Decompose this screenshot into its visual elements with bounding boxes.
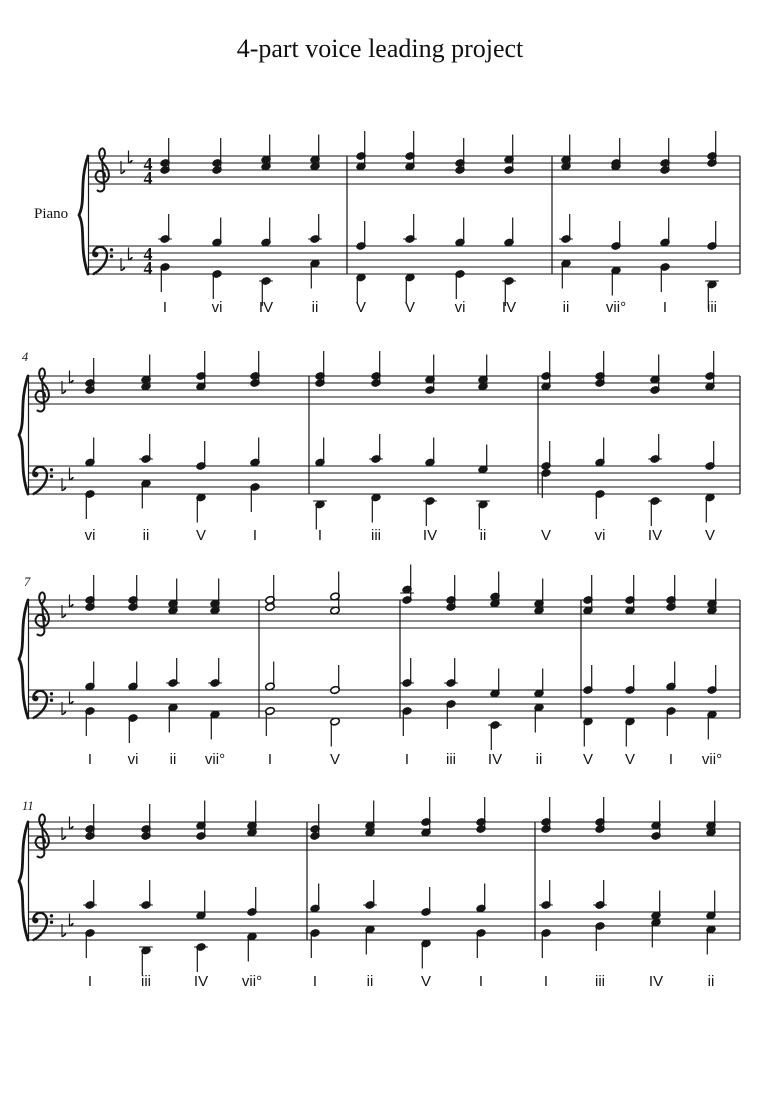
roman-numeral: ii	[142, 527, 150, 544]
roman-numeral: I	[87, 751, 93, 768]
roman-numeral: iii	[446, 751, 456, 768]
chord-beat	[400, 565, 414, 737]
roman-numeral: I	[404, 751, 410, 768]
measure-number: 11	[22, 799, 34, 813]
roman-numeral: IV	[193, 973, 209, 990]
chord-beat	[85, 358, 95, 519]
grand-staff-system-3	[19, 565, 740, 769]
chord-beat	[85, 575, 95, 736]
chord-beat	[363, 801, 377, 955]
chord-beat	[250, 351, 260, 512]
svg-text:4: 4	[143, 168, 153, 188]
chord-beat	[356, 131, 366, 303]
chord-beat	[541, 351, 551, 498]
measure-number: 4	[22, 350, 29, 364]
chord-beat	[139, 804, 153, 976]
roman-numeral: V	[540, 527, 552, 544]
svg-text:4: 4	[143, 243, 153, 264]
roman-numeral: IV	[422, 527, 438, 544]
roman-numeral: vii°	[241, 973, 263, 990]
chord-beat	[247, 801, 257, 962]
brace	[19, 600, 28, 718]
chord-beat	[476, 797, 486, 958]
chord-beat	[444, 575, 458, 729]
roman-numeral: I	[662, 299, 668, 316]
roman-numeral: I	[543, 973, 549, 990]
roman-numeral: vi	[454, 299, 466, 316]
chord-beat	[196, 351, 206, 523]
chord-beat	[648, 355, 662, 527]
chord-beat	[666, 575, 676, 736]
roman-numeral: vii°	[605, 299, 627, 316]
grand-staff-system-4	[19, 797, 740, 990]
roman-numeral: iii	[141, 973, 151, 990]
roman-numeral: vi	[127, 751, 139, 768]
roman-numeral: vi	[211, 299, 223, 316]
chord-beat	[660, 138, 670, 292]
roman-numeral: iii	[595, 973, 605, 990]
roman-numeral: vi	[84, 527, 96, 544]
chord-beat	[128, 575, 138, 743]
roman-numeral: I	[312, 973, 318, 990]
roman-numeral: ii	[311, 299, 319, 316]
chord-beat	[706, 801, 716, 955]
chord-beat	[611, 138, 621, 296]
brace	[19, 376, 28, 494]
roman-numeral: I	[252, 527, 258, 544]
chord-beat	[310, 804, 320, 958]
roman-numeral: ii	[535, 751, 543, 768]
roman-numeral: V	[582, 751, 594, 768]
chord-beat	[194, 801, 208, 973]
time-signature	[144, 154, 153, 278]
chord-beat	[421, 797, 431, 969]
roman-numeral: V	[704, 527, 716, 544]
roman-numeral: I	[668, 751, 674, 768]
chord-beat	[208, 579, 222, 740]
roman-numeral: I	[87, 973, 93, 990]
roman-numeral: IV	[647, 527, 663, 544]
page-title: 4-part voice leading project	[236, 34, 524, 63]
measure-number: 7	[24, 575, 31, 589]
chord-beat	[595, 351, 605, 519]
chord-beat	[330, 572, 340, 747]
roman-numeral: ii	[169, 751, 177, 768]
chord-beat	[651, 801, 661, 948]
chord-beat	[705, 351, 715, 523]
brace	[19, 822, 28, 940]
roman-numeral: ii	[479, 527, 487, 544]
svg-text:4: 4	[143, 258, 153, 278]
chord-beat	[539, 797, 553, 958]
chord-beat	[265, 575, 275, 736]
roman-numeral: vi	[594, 527, 606, 544]
chord-beat	[534, 579, 544, 733]
roman-numeral: I	[478, 973, 484, 990]
roman-numeral: I	[162, 299, 168, 316]
roman-numeral: IV	[487, 751, 503, 768]
chord-beat	[707, 579, 717, 740]
chord-beat	[139, 355, 153, 509]
chord-beat	[625, 575, 635, 747]
chord-beat	[423, 355, 437, 527]
roman-numeral: V	[355, 299, 367, 316]
grand-staff-system-1	[79, 131, 740, 316]
roman-numeral: IV	[501, 299, 517, 316]
chord-beat	[83, 804, 97, 958]
roman-numeral: IV	[258, 299, 274, 316]
chord-beat	[455, 138, 465, 299]
chord-beat	[369, 351, 383, 523]
chord-beat	[559, 135, 573, 289]
chord-beat	[488, 572, 502, 751]
instrument-label: Piano	[34, 206, 69, 222]
brace	[79, 156, 88, 274]
roman-numeral: IV	[648, 973, 664, 990]
chord-beat	[313, 351, 327, 530]
chord-beat	[502, 135, 516, 307]
roman-numeral: ii	[366, 973, 374, 990]
roman-numeral: ii	[707, 973, 715, 990]
roman-numeral: vii°	[204, 751, 226, 768]
roman-numeral: V	[404, 299, 416, 316]
roman-numeral: V	[329, 751, 341, 768]
chord-beat	[212, 138, 222, 299]
chord-beat	[705, 131, 719, 310]
chord-beat	[593, 797, 607, 951]
roman-numeral: ii	[562, 299, 570, 316]
chord-beat	[158, 138, 172, 292]
chord-beat	[476, 355, 490, 530]
roman-numeral: V	[624, 751, 636, 768]
svg-text:4: 4	[143, 153, 153, 174]
chord-beat	[308, 135, 322, 289]
chord-beat	[583, 575, 593, 747]
grand-staff-system-2	[19, 350, 740, 544]
chord-beat	[259, 135, 273, 307]
roman-numeral: V	[420, 973, 432, 990]
roman-numeral: iii	[707, 299, 717, 316]
roman-numeral: V	[195, 527, 207, 544]
chord-beat	[403, 131, 417, 303]
chord-beat	[166, 579, 180, 733]
roman-numeral: I	[267, 751, 273, 768]
roman-numeral: vii°	[701, 751, 723, 768]
roman-numeral: I	[317, 527, 323, 544]
roman-numeral: iii	[371, 527, 381, 544]
